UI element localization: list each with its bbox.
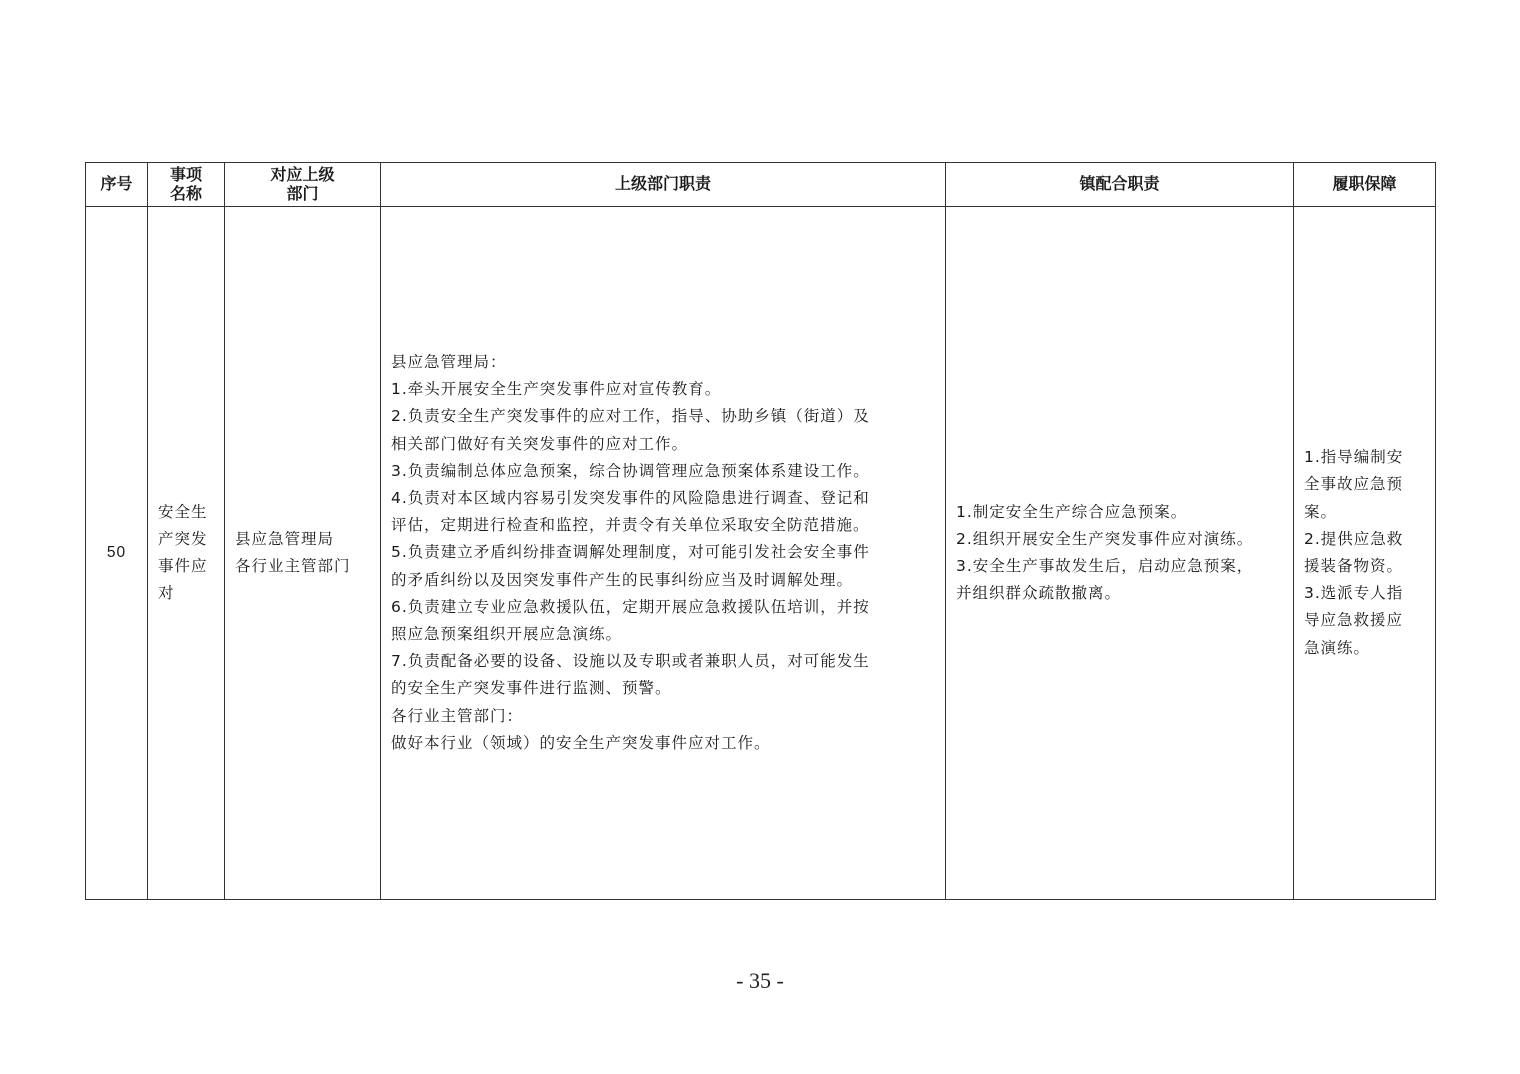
text-line: 案。 — [1304, 502, 1338, 521]
text-line: 的安全生产突发事件进行监测、预警。 — [391, 679, 672, 698]
text-line: 的矛盾纠纷以及因突发事件产生的民事纠纷应当及时调解处理。 — [391, 570, 854, 589]
text-line: 相关部门做好有关突发事件的应对工作。 — [391, 434, 689, 453]
guarantee-lines — [1304, 444, 1425, 662]
header-item-name-line: 名称 — [169, 185, 202, 203]
page-number: - 35 - — [736, 968, 784, 993]
text-line: 援装备物资。 — [1304, 557, 1404, 575]
cell-upper-dept — [225, 207, 381, 900]
table-header-row — [86, 163, 1436, 207]
town-duty-lines — [956, 499, 1287, 608]
text-line: 3.安全生产事故发生后，启动应急预案， — [956, 557, 1254, 575]
header-upper-dept — [225, 163, 381, 207]
text-line: 事件应 — [158, 557, 208, 575]
cell-upper-duty — [381, 207, 946, 900]
text-line: 1.牵头开展安全生产突发事件应对宣传教育。 — [391, 380, 722, 399]
text-line: 1.指导编制安 — [1304, 448, 1404, 467]
text-line: 各行业主管部门： — [391, 706, 524, 725]
cell-town-duty — [946, 207, 1294, 900]
header-upper-duty: 上级部门职责 — [381, 163, 946, 207]
text-line: 县应急管理局 — [235, 529, 335, 548]
text-line: 县应急管理局： — [391, 352, 507, 371]
cell-item-name — [148, 207, 225, 900]
upper-duty-lines — [391, 349, 937, 757]
item-name-lines — [158, 499, 216, 608]
text-line: 5.负责建立矛盾纠纷排查调解处理制度，对可能引发社会安全事件 — [391, 543, 870, 562]
cell-seq: 50 — [86, 207, 148, 900]
dept-lines — [235, 526, 374, 580]
text-line: 全事故应急预 — [1304, 475, 1404, 494]
table-row — [86, 207, 1436, 900]
text-line: 照应急预案组织开展应急演练。 — [391, 625, 623, 643]
text-line: 评估，定期进行检查和监控，并责令有关单位采取安全防范措施。 — [391, 516, 870, 535]
header-upper-dept-line: 对应上级 — [270, 166, 335, 184]
cell-guarantee — [1294, 207, 1436, 900]
header-item-name — [148, 163, 225, 207]
text-line: 导应急救援应 — [1304, 611, 1404, 630]
text-line: 安全生 — [158, 502, 208, 521]
text-line: 2.组织开展安全生产突发事件应对演练。 — [956, 529, 1254, 548]
header-upper-dept-line: 部门 — [286, 185, 319, 203]
text-line: 急演练。 — [1304, 638, 1371, 657]
header-guarantee: 履职保障 — [1294, 163, 1436, 207]
text-line: 3.负责编制总体应急预案，综合协调管理应急预案体系建设工作。 — [391, 461, 870, 480]
text-line: 做好本行业（领域）的安全生产突发事件应对工作。 — [391, 733, 771, 752]
text-line: 各行业主管部门 — [235, 557, 351, 575]
text-line: 1.制定安全生产综合应急预案。 — [956, 502, 1188, 521]
duty-table — [85, 162, 1436, 900]
text-line: 2.负责安全生产突发事件的应对工作，指导、协助乡镇（街道）及 — [391, 407, 870, 426]
text-line: 3.选派专人指 — [1304, 584, 1404, 603]
text-line: 并组织群众疏散撤离。 — [956, 584, 1122, 603]
header-town-duty: 镇配合职责 — [946, 163, 1294, 207]
text-line: 产突发 — [158, 529, 208, 548]
header-item-name-line: 事项 — [169, 166, 202, 184]
text-line: 6.负责建立专业应急救援队伍，定期开展应急救援队伍培训，并按 — [391, 597, 870, 616]
text-line: 对 — [158, 584, 175, 603]
text-line: 7.负责配备必要的设备、设施以及专职或者兼职人员，对可能发生 — [391, 652, 870, 671]
text-line: 4.负责对本区域内容易引发突发事件的风险隐患进行调查、登记和 — [391, 488, 870, 507]
text-line: 2.提供应急救 — [1304, 529, 1404, 548]
header-seq: 序号 — [86, 163, 148, 207]
